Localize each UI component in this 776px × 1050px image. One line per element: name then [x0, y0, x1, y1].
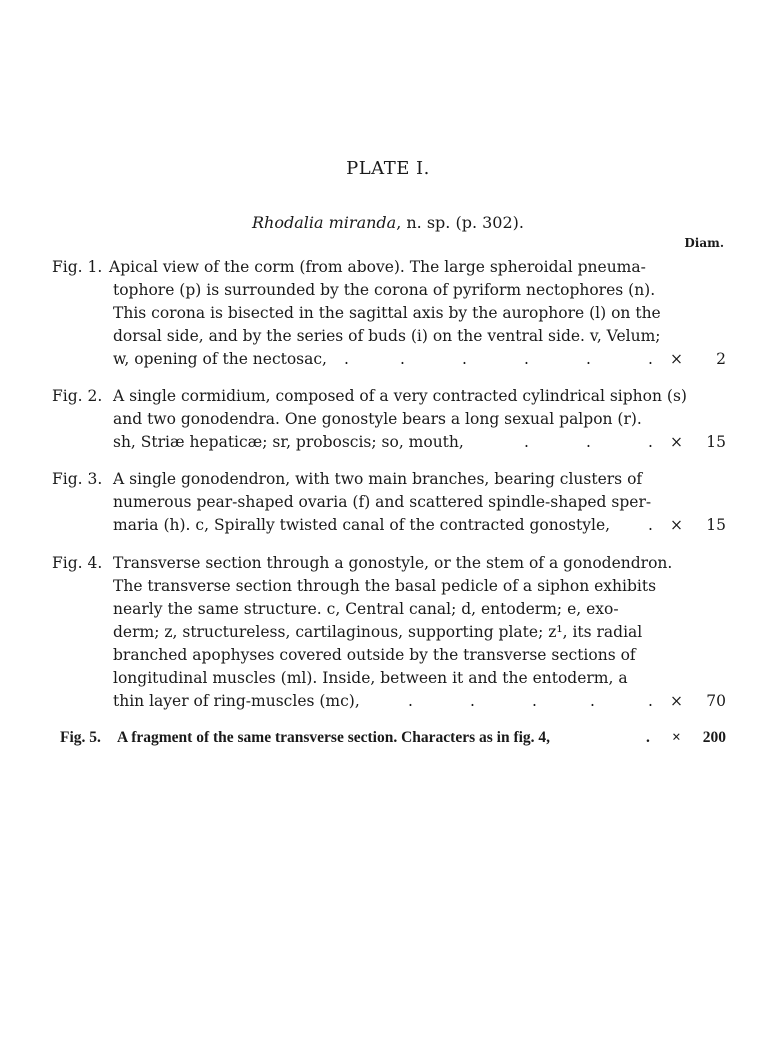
figure-caption-3: Fig. 3. A single gonodendron, with two main branches, bearing clusters of numerous pear-shaped ovaria (f) and scattered spindle-shaped sper- maria (h). c, Spirally twisted canal of the contracted gonostyle, . × 15: [52, 468, 728, 537]
diameter-column-header: Diam.: [684, 236, 724, 250]
magnification-value: 15: [706, 516, 726, 534]
caption-line: This corona is bisected in the sagittal axis by the aurophore (l) on the: [113, 304, 661, 322]
figure-label: Fig. 3.: [52, 470, 103, 488]
figure-label: Fig. 5.: [60, 729, 101, 746]
figure-label: Fig. 4.: [52, 554, 103, 572]
times-sign: ×: [672, 729, 681, 746]
times-sign: ×: [670, 350, 683, 368]
caption-line: tophore (p) is surrounded by the corona of pyriform nectophores (n).: [113, 281, 656, 299]
caption-line: derm; z, structureless, cartilaginous, supporting plate; z¹, its radial: [113, 623, 643, 641]
caption-line: sh, Striæ hepaticæ; sr, proboscis; so, mouth,: [113, 433, 464, 451]
caption-line: dorsal side, and by the series of buds (i) on the ventral side. v, Velum;: [113, 327, 661, 345]
plate-subtitle: [0, 213, 776, 232]
magnification-value: 2: [716, 350, 726, 368]
caption-line: A single cormidium, composed of a very contracted cylindrical siphon (s): [113, 387, 687, 405]
caption-line: w, opening of the nectosac,: [113, 350, 327, 368]
caption-line: nearly the same structure. c, Central canal; d, entoderm; e, exo-: [113, 600, 619, 618]
caption-line: thin layer of ring-muscles (mc),: [113, 692, 360, 710]
species-name: Rhodalia miranda: [252, 213, 397, 232]
figure-caption-2: Fig. 2. A single cormidium, composed of a very contracted cylindrical siphon (s) and two gonodendra. One gonostyle bears a long sexual palpon (r). sh, Striæ hepaticæ; sr, proboscis; so, mouth, . . . × 15: [52, 385, 728, 454]
magnification-value: 200: [702, 729, 726, 746]
caption-line: Transverse section through a gonostyle, or the stem of a gonodendron.: [113, 554, 673, 572]
times-sign: ×: [670, 516, 683, 534]
plate-title: PLATE I.: [346, 158, 430, 179]
figure-caption-4: Fig. 4. Transverse section through a gonostyle, or the stem of a gonodendron. The transverse section through the basal pedicle of a siphon exhibits nearly the same structure. c, Central canal; d, entoderm; e, exo- derm; z, structureless, cartilaginous, supporting plate; z¹, its radial branched apophyses covered outside by the transverse sections of longitudinal muscles (ml). Inside, between it and the entoderm, a thin layer of ring-muscles (mc), . . . . . × 70: [52, 552, 728, 713]
caption-line: The transverse section through the basal pedicle of a siphon exhibits: [113, 577, 657, 595]
figure-label: Fig. 2.: [52, 387, 103, 405]
magnification-value: 70: [706, 692, 726, 710]
figure-caption-5: Fig. 5. A fragment of the same transverse section. Characters as in fig. 4, . × 200: [60, 726, 728, 749]
caption-line: and two gonodendra. One gonostyle bears a long sexual palpon (r).: [113, 410, 642, 428]
times-sign: ×: [670, 692, 683, 710]
caption-line: A single gonodendron, with two main branches, bearing clusters of: [113, 470, 643, 488]
times-sign: ×: [670, 433, 683, 451]
figure-label: Fig. 1.: [52, 258, 103, 276]
caption-line: Apical view of the corm (from above). The large spheroidal pneuma-: [109, 258, 646, 276]
caption-line: longitudinal muscles (ml). Inside, between it and the entoderm, a: [113, 669, 628, 687]
caption-line: A fragment of the same transverse section. Characters as in fig. 4,: [117, 729, 551, 746]
figure-caption-1: Fig. 1. Apical view of the corm (from above). The large spheroidal pneuma- tophore (p) is surrounded by the corona of pyriform nectophores (n). This corona is bisected in the sagittal axis by the aurophore (l) on the dorsal side, and by the series of buds (i) on the ventral side. v, Velum; w, opening of the nectosac, . . . . . . × 2: [52, 256, 728, 371]
caption-line: numerous pear-shaped ovaria (f) and scattered spindle-shaped sper-: [113, 493, 652, 511]
subtitle-rest: , n. sp. (p. 302).: [396, 213, 524, 232]
magnification-value: 15: [706, 433, 726, 451]
caption-line: branched apophyses covered outside by the transverse sections of: [113, 646, 636, 664]
caption-line: maria (h). c, Spirally twisted canal of the contracted gonostyle,: [113, 516, 611, 534]
